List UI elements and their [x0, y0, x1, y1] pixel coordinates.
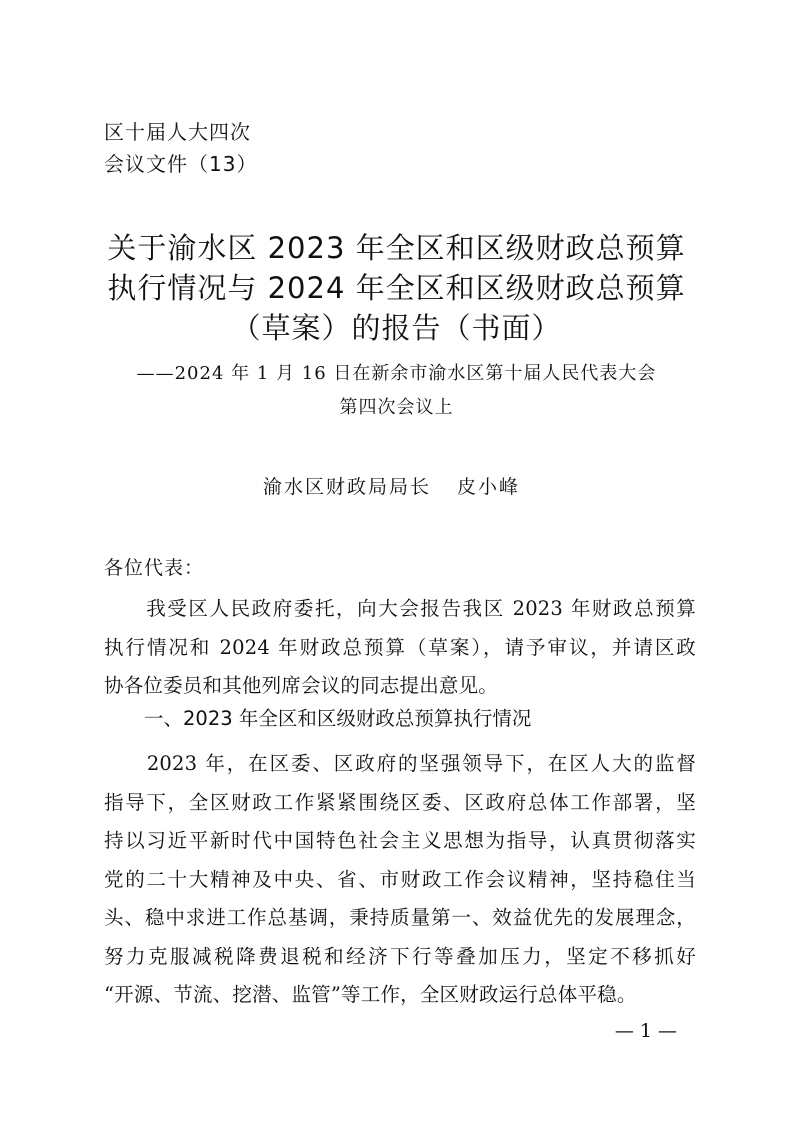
- paragraph-line: 执行情况和 2024 年财政总预算（草案），请予审议，并请区政: [104, 635, 696, 659]
- document-title: [0, 228, 793, 348]
- paragraph-overview: [104, 745, 696, 1015]
- paragraph-line: 2023 年，在区委、区政府的坚强领导下，在区人大的监督: [104, 752, 696, 775]
- title-line-3: （草案）的报告（书面）: [231, 311, 562, 345]
- author-position: 渝水区财政局局长: [263, 476, 432, 498]
- subtitle-line-2: 第四次会议上: [339, 397, 454, 418]
- paragraph-line: 我受区人民政府委托，向大会报告我区 2023 年财政总预算: [104, 597, 696, 620]
- document-number: 会议文件（13）: [104, 152, 258, 176]
- paragraph-line: 持以习近平新时代中国特色社会主义思想为指导，认真贯彻落实: [104, 829, 696, 852]
- meeting-label: 区十届人大四次: [104, 120, 251, 144]
- salutation: 各位代表：: [104, 557, 205, 579]
- document-header: [104, 116, 257, 180]
- subtitle-line-1: ——2024 年 1 月 16 日在新余市渝水区第十届人民代表大会: [136, 363, 657, 384]
- paragraph-line: 党的二十大精神及中央、省、市财政工作会议精神，坚持稳住当: [104, 867, 696, 891]
- title-line-2: 执行情况与 2024 年全区和区级财政总预算: [107, 271, 686, 305]
- document-subtitle: [0, 357, 793, 425]
- page-number: — 1 —: [614, 1020, 677, 1042]
- paragraph-line: 指导下，全区财政工作紧紧围绕区委、区政府总体工作部署，坚: [104, 790, 696, 814]
- paragraph-line: 协各位委员和其他列席会议的同志提出意见。: [104, 674, 499, 697]
- paragraph-line: “开源、节流、挖潜、监管”等工作，全区财政运行总体平稳。: [104, 983, 637, 1006]
- paragraph-line: 努力克服减税降费退税和经济下行等叠加压力，坚定不移抓好: [104, 944, 696, 968]
- author-name: 皮小峰: [457, 476, 521, 498]
- author-line: [263, 472, 520, 502]
- section-heading: 一、2023 年全区和区级财政总预算执行情况: [144, 707, 532, 730]
- paragraph-intro: [104, 590, 696, 706]
- paragraph-line: 头、稳中求进工作总基调，秉持质量第一、效益优先的发展理念，: [104, 906, 696, 929]
- title-line-1: 关于渝水区 2023 年全区和区级财政总预算: [107, 231, 686, 265]
